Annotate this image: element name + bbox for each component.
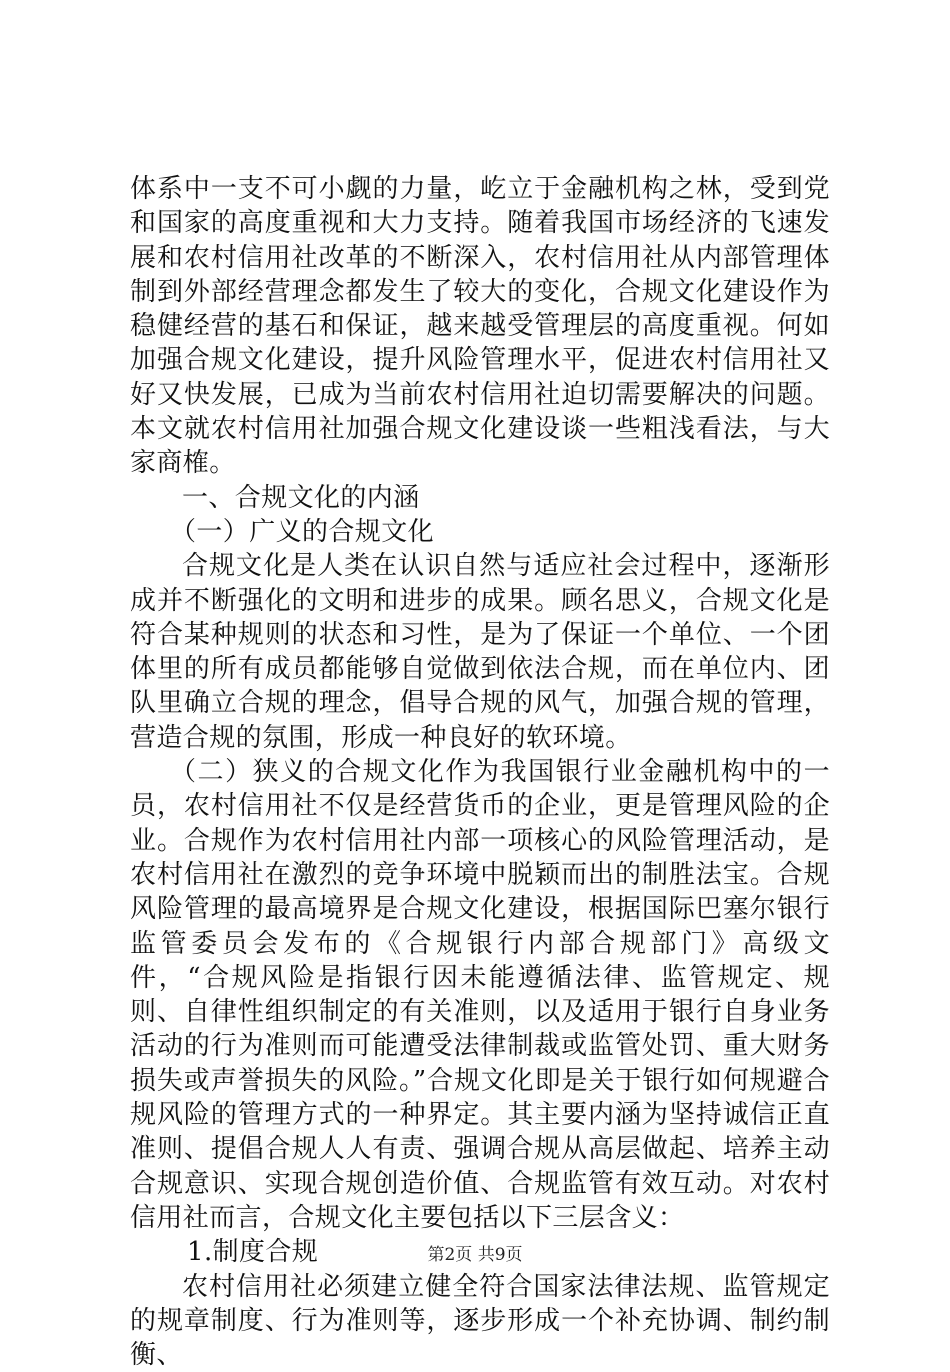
body-paragraph: （二）狭义的合规文化作为我国银行业金融机构中的一员，农村信用社不仅是经营货币的企业，更是管理风险的企业。合规作为农村信用社内部一项核心的风险管理活动，是农村信用社在激烈的竞争环境中脱颖而出的制胜法宝。合规风险管理的最高境界是合规文化建设，根据国际巴塞尔银行监管委员会发布的《合规银行内部合规部门》高级文件，“合规风险是指银行因未能遵循法律、监管规定、规则、自律性组织制定的有关准则，以及适用于银行自身业务活动的行为准则而可能遭受法律制裁或监管处罚、重大财务损失或声誉损失的风险。”合规文化即是关于银行如何规避合规风险的管理方式的一种界定。其主要内涵为坚持诚信正直准则、提倡合规人人有责、强调合规从高层做起、培养主动合规意识、实现合规创造价值、合规监管有效互动。对农村信用社而言，合规文化主要包括以下三层含义： <box>130 755 830 1235</box>
body-paragraph: 体系中一支不可小觑的力量，屹立于金融机构之林，受到党和国家的高度重视和大力支持。随着我国市场经济的飞速发展和农村信用社改革的不断深入，农村信用社从内部管理体制到外部经营理念都发生了较大的变化，合规文化建设作为稳健经营的基石和保证，越来越受管理层的高度重视。何如加强合规文化建设，提升风险管理水平，促进农村信用社又好又快发展，已成为当前农村信用社迫切需要解决的问题。本文就农村信用社加强合规文化建设谈一些粗浅看法，与大家商榷。 <box>130 172 830 481</box>
page-footer <box>0 1240 950 1265</box>
body-paragraph: 合规文化是人类在认识自然与适应社会过程中，逐渐形成并不断强化的文明和进步的成果。顾名思义，合规文化是符合某种规则的状态和习性，是为了保证一个单位、一个团体里的所有成员都能够自觉做到依法合规，而在单位内、团队里确立合规的理念，倡导合规的风气，加强合规的管理，营造合规的氛围，形成一种良好的软环境。 <box>130 549 830 755</box>
section-heading: 一、合规文化的内涵 <box>130 481 830 515</box>
document-body <box>130 172 830 1372</box>
subsection-heading: （一）广义的合规文化 <box>130 515 830 549</box>
page-number: 第2页 共9页 <box>427 1245 522 1265</box>
numbered-heading: 1.制度合规 <box>130 1235 830 1269</box>
body-paragraph: 农村信用社必须建立健全符合国家法律法规、监管规定的规章制度、行为准则等，逐步形成一个补充协调、制约制衡、 <box>130 1270 830 1372</box>
